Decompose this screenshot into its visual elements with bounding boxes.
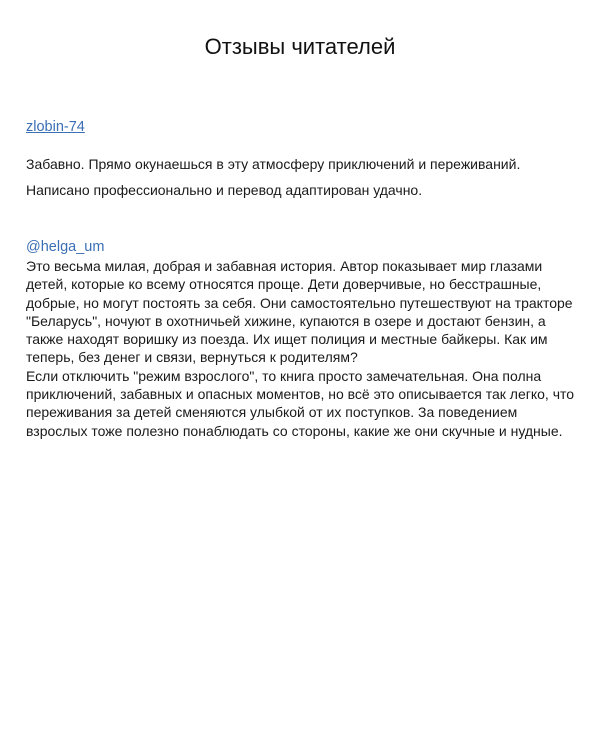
review-paragraph: Если отключить "режим взрослого", то книга просто замечательная. Она полна приключений, забавных и опасных моментов, но всё это описывается так легко, что переживания за детей сменяются улыбкой от их поступков. За поведением взрослых тоже полезно понаблюдать со стороны, какие же они скучные и нудные. bbox=[26, 367, 575, 439]
page-title: Отзывы читателей bbox=[204, 34, 396, 59]
review-item bbox=[26, 118, 578, 203]
review-paragraph: Это весьма милая, добрая и забавная история. Автор показывает мир глазами детей, которые ко всему относятся проще. Дети доверчивые, но бесстрашные, добрые, но могут постоять за себя. Они самостоятельно путешествуют на тракторе "Беларусь", ночуют в охотничьей хижине, купаются в озере и достают бензин, а также находят воришку из поезда. Их ищет полиция и местные байкеры. Как им теперь, без денег и связи, вернуться к родителям? bbox=[26, 258, 573, 366]
review-text bbox=[26, 257, 578, 440]
review-text-line: Забавно. Прямо окунаешься в эту атмосферу приключений и переживаний. bbox=[26, 156, 521, 172]
review-item bbox=[26, 237, 578, 440]
review-author-link[interactable]: zlobin-74 bbox=[26, 119, 85, 135]
review-text-line: Написано профессионально и перевод адаптирован удачно. bbox=[26, 182, 423, 198]
review-text bbox=[26, 151, 578, 203]
review-author-name: @helga_um bbox=[26, 239, 105, 255]
